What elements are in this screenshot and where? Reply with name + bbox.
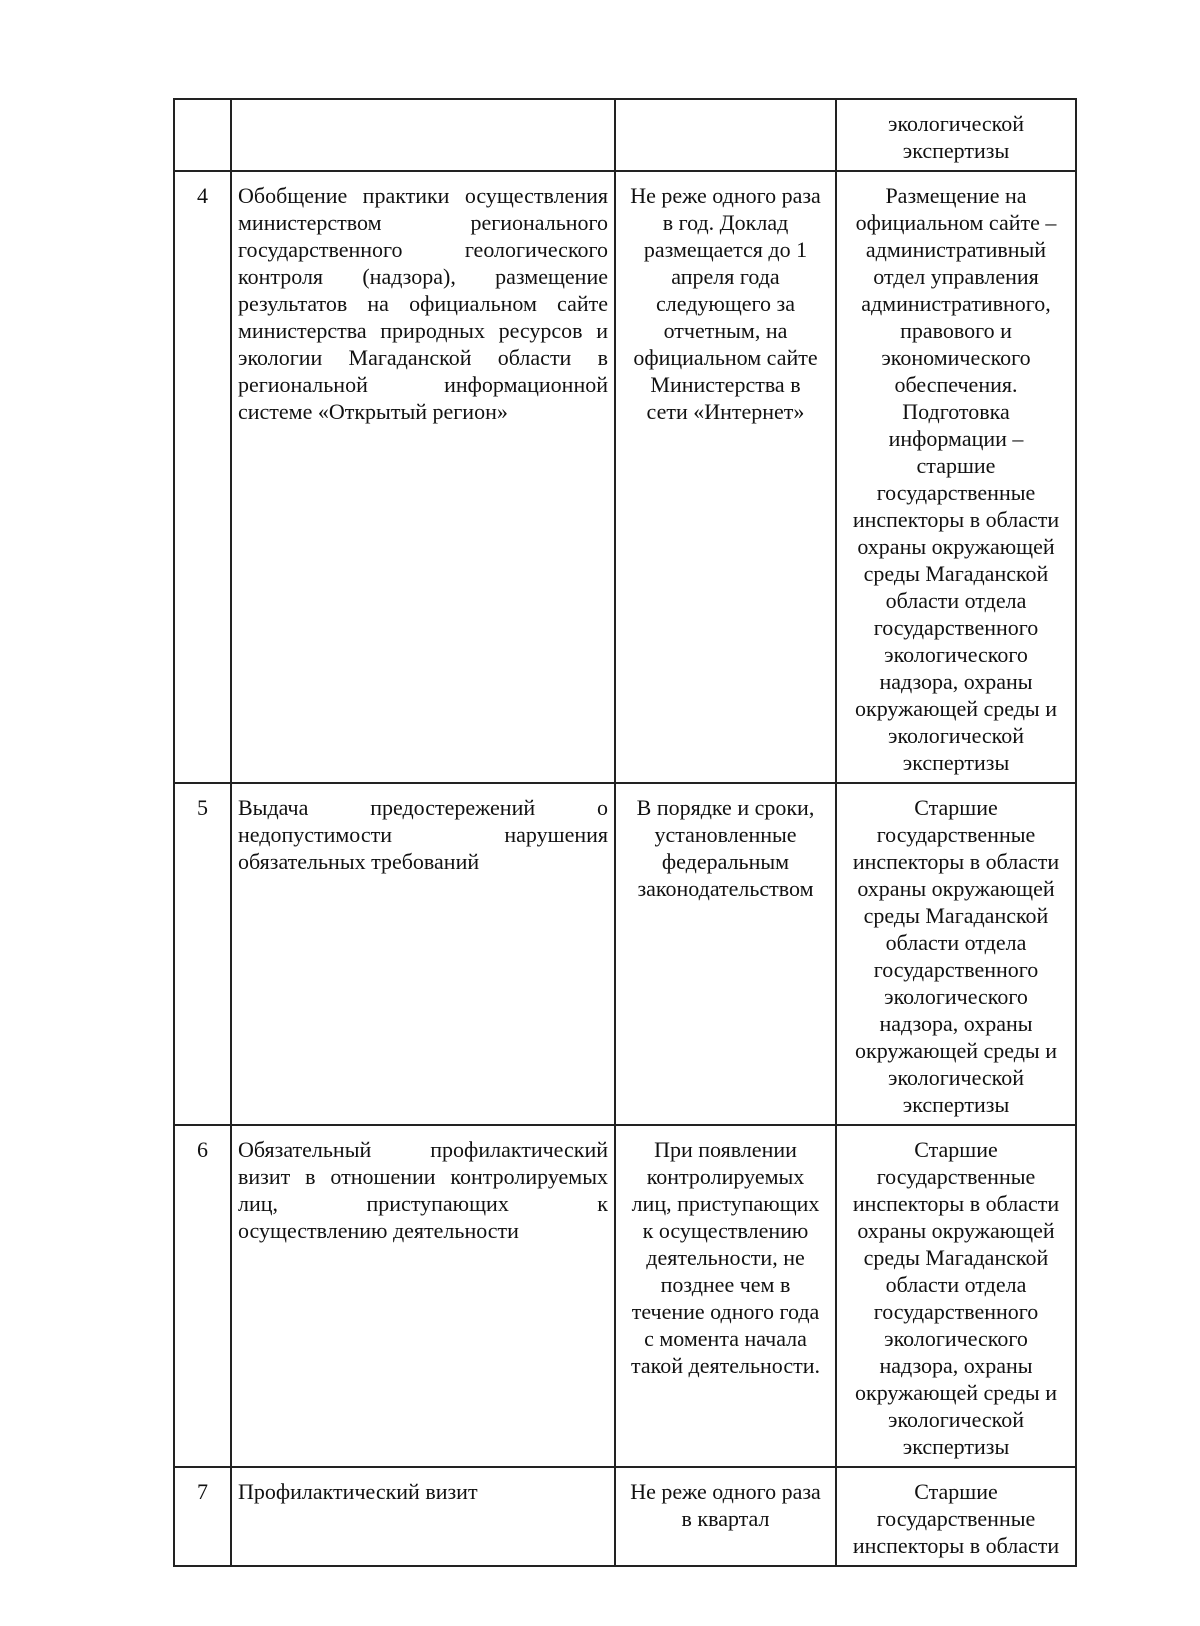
responsible-cell <box>836 99 1076 171</box>
responsible-cell-line: Старшие <box>914 1479 998 1504</box>
responsible-cell-line: правового и <box>900 318 1012 343</box>
responsible-cell-line: экологической <box>888 111 1024 136</box>
row-number <box>174 99 231 171</box>
activity-cell-line: государственного геологического <box>238 237 608 262</box>
responsible-cell-line: надзора, охраны <box>879 1011 1033 1036</box>
deadline-cell-line: такой деятельности. <box>631 1353 820 1378</box>
table-row <box>174 99 1076 171</box>
responsible-cell-line: области отдела <box>885 930 1027 955</box>
responsible-cell-line: информации – <box>888 426 1024 451</box>
deadline-cell-line: апреля года <box>671 264 780 289</box>
row-number: 6 <box>174 1125 231 1467</box>
deadline-cell <box>615 1467 836 1566</box>
deadline-cell-line: законодательством <box>637 876 814 901</box>
deadline-cell-line: При появлении <box>654 1137 797 1162</box>
activity-cell-line: Профилактический визит <box>238 1479 478 1504</box>
responsible-cell-line: государственные <box>876 480 1036 505</box>
activity-cell-line: недопустимости нарушения <box>238 822 608 847</box>
responsible-cell-line: экспертизы <box>902 138 1010 163</box>
activity-cell-line: Обобщение практики осуществления <box>238 183 608 208</box>
responsible-cell-line: охраны окружающей <box>857 1218 1055 1243</box>
responsible-cell-line: области отдела <box>885 588 1027 613</box>
deadline-cell-line: контролируемых <box>646 1164 805 1189</box>
responsible-cell-line: государственные <box>876 822 1036 847</box>
row-number: 4 <box>174 171 231 783</box>
responsible-cell-line: инспекторы в области <box>852 1191 1060 1216</box>
activity-cell-line: системе «Открытый регион» <box>238 399 508 424</box>
responsible-cell-line: старшие <box>916 453 996 478</box>
responsible-cell-line: области отдела <box>885 1272 1027 1297</box>
deadline-cell-line: с момента начала <box>644 1326 807 1351</box>
responsible-cell-line: экспертизы <box>902 1092 1010 1117</box>
row-number: 5 <box>174 783 231 1125</box>
deadline-cell <box>615 99 836 171</box>
responsible-cell-line: инспекторы в области <box>852 507 1060 532</box>
responsible-cell-line: среды Магаданской <box>863 1245 1049 1270</box>
activity-cell-line: визит в отношении контролируемых <box>238 1164 608 1189</box>
activity-cell-line: министерства природных ресурсов и <box>238 318 608 343</box>
deadline-cell-line: позднее чем в <box>660 1272 791 1297</box>
deadline-cell-line: размещается до 1 <box>643 237 808 262</box>
responsible-cell-line: окружающей среды и <box>855 696 1057 721</box>
deadline-cell <box>615 171 836 783</box>
deadline-cell-line: Министерства в <box>650 372 801 397</box>
deadline-cell <box>615 1125 836 1467</box>
deadline-cell-line: следующего за <box>656 291 795 316</box>
table-row <box>174 783 1076 1125</box>
responsible-cell <box>836 171 1076 783</box>
responsible-cell-line: инспекторы в области <box>852 849 1060 874</box>
activity-cell-line: осуществлению деятельности <box>238 1218 519 1243</box>
responsible-cell-line: экологической <box>888 723 1024 748</box>
responsible-cell-line: обеспечения. <box>894 372 1018 397</box>
deadline-cell-line: течение одного года <box>631 1299 820 1324</box>
activity-cell-line: региональной информационной <box>238 372 608 397</box>
responsible-cell <box>836 1467 1076 1566</box>
responsible-cell-line: Размещение на <box>885 183 1027 208</box>
responsible-cell-line: экспертизы <box>902 1434 1010 1459</box>
activity-cell-line: контроля (надзора), размещение <box>238 264 608 289</box>
deadline-cell-line: Не реже одного раза <box>630 183 821 208</box>
table-row <box>174 171 1076 783</box>
responsible-cell-line: государственного <box>873 615 1039 640</box>
deadline-cell <box>615 783 836 1125</box>
responsible-cell-line: административного, <box>861 291 1051 316</box>
deadline-cell-line: отчетным, на <box>663 318 788 343</box>
responsible-cell-line: экологического <box>884 642 1028 667</box>
activity-cell-line: лиц, приступающих к <box>238 1191 608 1216</box>
activity-cell <box>231 1467 615 1566</box>
responsible-cell-line: среды Магаданской <box>863 561 1049 586</box>
activity-cell-line: министерством регионального <box>238 210 608 235</box>
responsible-cell-line: среды Магаданской <box>863 903 1049 928</box>
responsible-cell-line: окружающей среды и <box>855 1380 1057 1405</box>
deadline-cell-line: федеральным <box>661 849 790 874</box>
activity-cell-line: экологии Магаданской области в <box>238 345 608 370</box>
responsible-cell-line: охраны окружающей <box>857 534 1055 559</box>
responsible-cell-line: государственного <box>873 957 1039 982</box>
responsible-cell-line: государственного <box>873 1299 1039 1324</box>
activity-cell <box>231 171 615 783</box>
responsible-cell-line: государственные <box>876 1506 1036 1531</box>
responsible-cell-line: экологического <box>884 984 1028 1009</box>
table-row <box>174 1125 1076 1467</box>
responsible-cell <box>836 783 1076 1125</box>
responsible-cell-line: Старшие <box>914 795 998 820</box>
deadline-cell-line: деятельности, не <box>646 1245 805 1270</box>
deadline-cell-line: в год. Доклад <box>662 210 789 235</box>
activity-cell-line: Обязательный профилактический <box>238 1137 608 1162</box>
responsible-cell-line: экологической <box>888 1407 1024 1432</box>
responsible-cell <box>836 1125 1076 1467</box>
responsible-cell-line: экологического <box>884 1326 1028 1351</box>
responsible-cell-line: надзора, охраны <box>879 669 1033 694</box>
responsible-cell-line: государственные <box>876 1164 1036 1189</box>
responsible-cell-line: Подготовка <box>902 399 1010 424</box>
responsible-cell-line: окружающей среды и <box>855 1038 1057 1063</box>
activity-cell <box>231 1125 615 1467</box>
responsible-cell-line: экономического <box>881 345 1031 370</box>
table-row <box>174 1467 1076 1566</box>
responsible-cell-line: Старшие <box>914 1137 998 1162</box>
activity-cell <box>231 783 615 1125</box>
deadline-cell-line: официальном сайте <box>633 345 818 370</box>
deadline-cell-line: В порядке и сроки, <box>636 795 815 820</box>
activity-cell-line: результатов на официальном сайте <box>238 291 608 316</box>
deadline-cell-line: лиц, приступающих <box>631 1191 820 1216</box>
deadline-cell-line: сети «Интернет» <box>646 399 805 424</box>
activity-cell <box>231 99 615 171</box>
responsible-cell-line: надзора, охраны <box>879 1353 1033 1378</box>
table-body <box>174 99 1076 1566</box>
responsible-cell-line: официальном сайте – <box>855 210 1057 235</box>
deadline-cell-line: Не реже одного раза <box>630 1479 821 1504</box>
responsible-cell-line: инспекторы в области <box>852 1533 1060 1558</box>
row-number: 7 <box>174 1467 231 1566</box>
activity-cell-line: Выдача предостережений о <box>238 795 608 820</box>
prevention-plan-table <box>173 98 1077 1567</box>
deadline-cell-line: к осуществлению <box>642 1218 809 1243</box>
deadline-cell-line: установленные <box>654 822 797 847</box>
responsible-cell-line: административный <box>865 237 1047 262</box>
activity-cell-line: обязательных требований <box>238 849 480 874</box>
responsible-cell-line: экологической <box>888 1065 1024 1090</box>
responsible-cell-line: охраны окружающей <box>857 876 1055 901</box>
responsible-cell-line: отдел управления <box>873 264 1039 289</box>
deadline-cell-line: в квартал <box>681 1506 770 1531</box>
responsible-cell-line: экспертизы <box>902 750 1010 775</box>
